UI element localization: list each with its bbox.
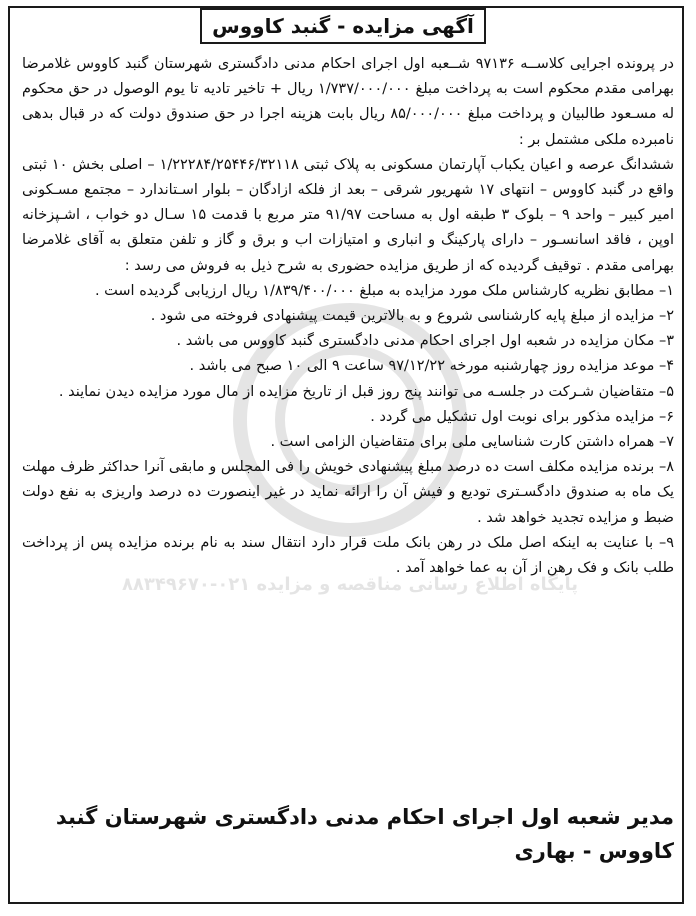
clause-6: ۶– مزایده مذکور برای نوبت اول تشکیل می گردد .	[370, 408, 674, 425]
clause-1: ۱– مطابق نظریه کارشناس ملک مورد مزایده به مبلغ ۱/۸۳۹/۴۰۰/۰۰۰ ریال ارزیابی گردیده است .	[94, 282, 674, 299]
page-title	[200, 8, 486, 44]
clause-3: ۳– مکان مزایده در شعبه اول اجرای احکام مدنی دادگستری گنبد کاووس می باشد .	[176, 333, 674, 350]
clause-5: ۵– متقاضیان شـرکت در جلسـه می توانند پنج روز قبل از تاریخ مزایده از مال مورد مزایده دیدن نمایند .	[58, 383, 674, 400]
signature-block	[22, 800, 674, 868]
clause-8: ۸– برنده مزایده مکلف است ده درصد مبلغ پیشنهادی خویش را فی المجلس و مابقی آنرا حداکثر ظرف مهلت یک ماه به صندوق دادگسـتری تودیع و فیش آن را ارائه نماید در غیر اینصورت ده درصد واریزی به نفع دولت ضبط و مزایده تجدید خواهد شد .	[22, 459, 674, 526]
signature-text: مدیر شعبه اول اجرای احکام مدنی دادگستری شهرستان گنبد کاووس - بهاری	[55, 805, 674, 863]
intro-paragraph: در پرونده اجرایی کلاســه ۹۷۱۳۶ شــعبه اول اجرای احکام مدنی دادگستری شهرستان گنبد کاووس غلامرضا بهرامی مقدم محکوم است به پرداخت مبلغ ۱/۷۳۷/۰۰۰/۰۰۰ ریال + تاخیر تادیه تا یوم الوصول در حق محکوم له مسـعود طالبیان و پرداخت مبلغ ۸۵/۰۰۰/۰۰۰ ریال بابت هزینه اجرا در حق صندوق دولت که در قبال بدهی نامبرده ملکی مشتمل بر :	[22, 56, 675, 148]
clause-2: ۲– مزایده از مبلغ پایه کارشناسی شروع و به بالاترین قیمت پیشنهادی فروخته می شود .	[150, 308, 674, 325]
notice-body	[22, 52, 674, 581]
clause-7: ۷– همراه داشتن کارت شناسایی ملی برای متقاضیان الزامی است .	[270, 434, 674, 451]
clause-4: ۴– موعد مزایده روز چهارشنبه مورخه ۹۷/۱۲/۲۲ ساعت ۹ الی ۱۰ صبح می باشد .	[189, 358, 674, 375]
property-description: ششدانگ عرصه و اعیان یکباب آپارتمان مسکونی به پلاک ثبتی ۱/۲۲۲۸۴/۲۵۴۴۶/۳۲۱۱۸ – اصلی بخش ۱۰ ثبتی واقع در گنبد کاووس – انتهای ۱۷ شهریور شرقی – بعد از فلکه ازادگان – بلوار اسـتاندارد – مجتمع مسـکونی امیر کبیر – واحد ۹ – بلوک ۳ طبقه اول به مساحت ۹۱/۹۷ متر مربع با قدمت ۱۵ سـال دو خواب ، اشـپزخانه اوپن ، فاقد اسانسـور – دارای پارکینگ و انباری و امتیازات اب و برق و گاز و تلفن متعلق به آقای غلامرضا بهرامی مقدم . توقیف گردیده که از طریق مزایده حضوری به شرح ذیل به فروش می رسد :	[22, 156, 675, 274]
clause-9: ۹– با عنایت به اینکه اصل ملک در رهن بانک ملت قرار دارد انتقال سند به نام برنده مزایده پس از پرداخت طلب بانک و فک رهن از آن به عما خواهد آمد .	[22, 534, 674, 577]
page-title-text: آگهی مزایده - گنبد کاووس	[212, 14, 474, 38]
